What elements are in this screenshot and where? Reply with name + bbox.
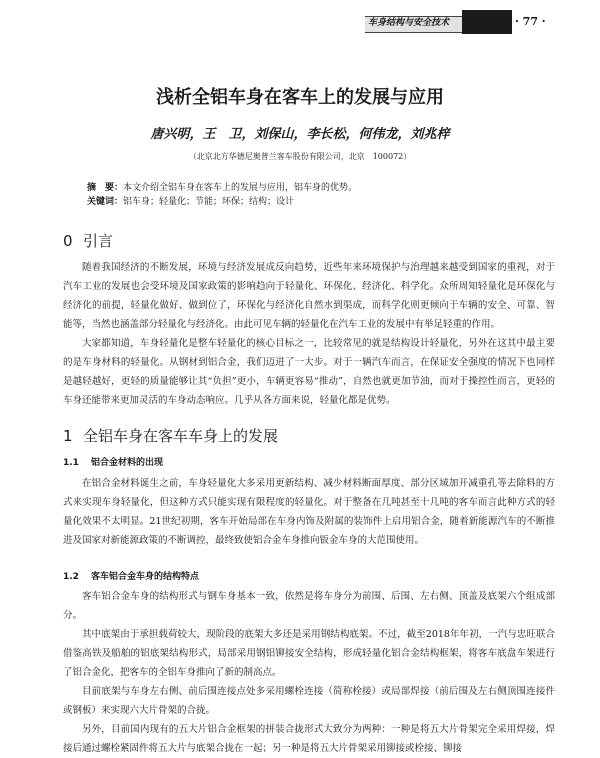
section-heading-intro bbox=[63, 231, 113, 251]
keywords-label: 关键词： bbox=[87, 197, 124, 207]
article-title: 浅析全铝车身在客车上的发展与应用 bbox=[156, 87, 444, 108]
author-list: 唐兴明，王 卫，刘保山，李长松，何伟龙，刘兆梓 bbox=[150, 127, 450, 142]
abstract-text: 本文介绍全铝车身在客车上的发展与应用，铝车身的优势。 bbox=[123, 183, 358, 193]
body-paragraph: 在铝合金材料诞生之前，车身轻量化大多采用更新结构、减少材料断面厚度、部分区域加开减重孔等去除料的方式来实现车身轻量化，但这种方式只能实现有限程度的轻量化。对于整备在几吨甚至十几吨的客车而言此种方式的轻量化效果不太明显。21世纪初期，客车开始局部在车身内饰及附属的装饰件上启用铝合金，随着新能源汽车的不断推进及国家对新能源政策的不断调控，最终致使铝合金车身推向钣金车身的大范围使用。 bbox=[63, 478, 555, 546]
section-number: 0 bbox=[63, 232, 73, 250]
subsection-heading bbox=[63, 457, 163, 470]
section-title: 引言 bbox=[83, 232, 114, 250]
abstract bbox=[87, 182, 357, 195]
subsection-number: 1.2 bbox=[63, 572, 79, 582]
body-paragraph: 随着我国经济的不断发展，环境与经济发展成反向趋势，近些年来环境保护与治理越来越受到国家的重视，对于汽车工业的发展也会受环境及国家政策的影响趋向于轻量化、环保化、经济化、科学化。众所周知轻量化是环保化与经济化的前提，轻量化做好、做到位了，环保化与经济化自然水到渠成，而科学化则更倾向于车辆的安全、可靠、智能等，当然也涵盖部分轻量化与经济化。由此可见车辆的轻量化在汽车工业的发展中有举足轻重的作用。 bbox=[63, 262, 555, 330]
body-paragraph: 目前底架与车身左右侧、前后围连接点处多采用螺栓连接（简称栓接）或局部焊接（前后围及左右侧顶围连接件或钢板）来实现六大片骨架的合拢。 bbox=[63, 686, 555, 716]
body-paragraph: 另外，目前国内现有的五大片铝合金框架的拼装合拢形式大致分为两种：一种是将五大片骨架完全采用焊接，焊接后通过螺栓紧固件将五大片与底架合拢在一起；另一种是将五大片骨架采用铆接或栓接、铆接 bbox=[63, 724, 555, 754]
section-title: 全铝车身在客车车身上的发展 bbox=[83, 427, 279, 445]
affiliation: （北京北方华德尼奥普兰客车股份有限公司，北京 100072） bbox=[188, 152, 412, 161]
abstract-label: 摘 要： bbox=[87, 183, 124, 193]
journal-section-title: 车身结构与安全技术 bbox=[368, 18, 450, 28]
body-paragraph: 客车铝合金车身的结构形式与钢车身基本一致，依然是将车身分为前围、后围、左右侧、顶盖及底架六个组成部分。 bbox=[63, 591, 555, 621]
section-number: 1 bbox=[63, 427, 73, 445]
body-paragraph: 大家都知道，车身轻量化是整车轻量化的核心目标之一，比较常见的就是结构设计轻量化，另外在这其中最主要的是车身材料的轻量化。从钢材到铝合金，我们迈进了一大步。对于一辆汽车而言，在保证安全强度的情况下也同样是越轻越好，更轻的质量能够让其“负担”更小，车辆更容易“推动”，自然也就更加节油，而对于操控性而言，更轻的车身还能带来更加灵活的车身动态响应。几乎从各方面来说，轻量化都是优势。 bbox=[63, 338, 555, 406]
subsection-number: 1.1 bbox=[63, 458, 79, 468]
subsection-title: 铝合金材料的出现 bbox=[91, 458, 164, 468]
page-number: · 77 · bbox=[515, 15, 546, 28]
subsection-heading bbox=[63, 571, 199, 584]
body-paragraph: 其中底架由于承担载荷较大，现阶段的底架大多还是采用钢结构底架。不过，截至2018年年初，一汽与忠旺联合借鉴高铁及船舶的铝底架结构形式，局部采用钢铝铆接安全结构，形成轻量化铝合金结构框架，将客车底盘车架进行了铝合金化，把客车的全铝车身推向了新的制高点。 bbox=[63, 629, 555, 678]
section-heading-development bbox=[63, 426, 278, 446]
subsection-title: 客车铝合金车身的结构特点 bbox=[91, 572, 200, 582]
keywords-text: 铝车身；轻量化；节能；环保；结构；设计 bbox=[123, 197, 295, 207]
header-black-block bbox=[462, 10, 512, 34]
keywords bbox=[87, 196, 294, 209]
